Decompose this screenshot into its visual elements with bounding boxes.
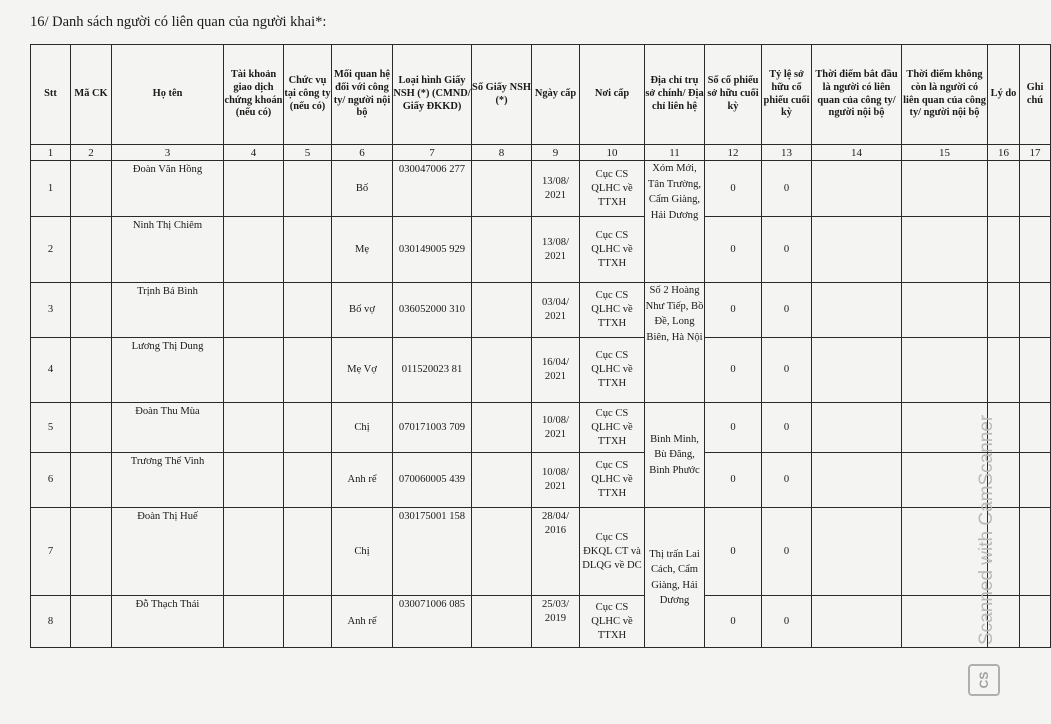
header-khong-con: Thời điểm không còn là người có liên quan của công ty/ người nội bộ [902,45,988,145]
header-dia-chi: Địa chỉ trụ sở chính/ Địa chỉ liên hệ [645,45,705,145]
cell-issue-place: Cục CS QLHC về TTXH [580,217,645,283]
header-moi-quan-he: Mối quan hệ đối với công ty/ người nội bộ [332,45,393,145]
cell-id-type [472,453,532,508]
header-ty-le: Tỷ lệ sở hữu cổ phiếu cuối kỳ [762,45,812,145]
header-chuc-vu: Chức vụ tại công ty (nếu có) [284,45,332,145]
cell-end [902,217,988,283]
cell-note [1020,596,1051,648]
header-ngay-cap: Ngày cấp [532,45,580,145]
cell-ma-ck [71,217,112,283]
cell-address: Xóm Mới, Tân Trường, Cẩm Giàng, Hải Dương [645,161,705,283]
camscanner-logo-icon: CS [968,664,1000,696]
cell-id-number: 030047006 277 [393,161,472,217]
cell-ma-ck [71,508,112,596]
cell-start [812,283,902,338]
cell-id-number: 030149005 929 [393,217,472,283]
cell-stt: 4 [31,338,71,403]
cell-name: Đoàn Văn Hồng [112,161,224,217]
cell-issue-date: 10/08/ 2021 [532,453,580,508]
cell-id-type [472,283,532,338]
col-number: 4 [224,145,284,161]
cell-id-type [472,338,532,403]
camscanner-watermark [976,345,996,645]
cell-relation: Anh rể [332,596,393,648]
cell-stt: 1 [31,161,71,217]
column-number-row [31,145,1051,161]
cell-shares: 0 [705,338,762,403]
cell-note [1020,161,1051,217]
cell-issue-place: Cục CS QLHC về TTXH [580,161,645,217]
cell-stt: 5 [31,403,71,453]
cell-start [812,161,902,217]
cell-shares: 0 [705,217,762,283]
col-number: 10 [580,145,645,161]
col-number: 13 [762,145,812,161]
header-ho-ten: Họ tên [112,45,224,145]
cell-position [284,403,332,453]
cell-reason [988,283,1020,338]
cell-shares: 0 [705,596,762,648]
section-title: 16/ Danh sách người có liên quan của người khai*: [30,14,327,30]
cell-address: Bình Minh, Bù Đăng, Bình Phước [645,403,705,508]
cell-start [812,403,902,453]
cell-issue-place: Cục CS QLHC về TTXH [580,283,645,338]
cell-name: Đỗ Thạch Thái [112,596,224,648]
cell-position [284,217,332,283]
col-number: 14 [812,145,902,161]
cell-ma-ck [71,161,112,217]
cell-start [812,338,902,403]
cell-account [224,283,284,338]
cell-note [1020,403,1051,453]
cell-position [284,338,332,403]
watermark-text: Scanned with CamScanner [976,414,997,645]
cell-stt: 3 [31,283,71,338]
cell-position [284,161,332,217]
col-number: 11 [645,145,705,161]
header-bat-dau: Thời điểm bắt đầu là người có liên quan của công ty/ người nội bộ [812,45,902,145]
col-number: 17 [1020,145,1051,161]
cell-stt: 7 [31,508,71,596]
cell-account [224,508,284,596]
cell-stt: 2 [31,217,71,283]
col-number: 15 [902,145,988,161]
cell-position [284,596,332,648]
cell-name: Đoàn Thị Huế [112,508,224,596]
table-row [31,283,1051,338]
col-number: 9 [532,145,580,161]
header-ly-do: Lý do [988,45,1020,145]
col-number: 3 [112,145,224,161]
cell-shares: 0 [705,453,762,508]
cell-relation: Bố [332,161,393,217]
cell-id-type [472,161,532,217]
cell-ratio: 0 [762,161,812,217]
header-tai-khoan: Tài khoản giao dịch chứng khoán (nếu có) [224,45,284,145]
cell-id-number: 070060005 439 [393,453,472,508]
col-number: 5 [284,145,332,161]
cell-id-type [472,403,532,453]
cell-stt: 8 [31,596,71,648]
cell-account [224,338,284,403]
cell-address: Thị trấn Lai Cách, Cẩm Giàng, Hải Dương [645,508,705,648]
table-row [31,217,1051,283]
cell-ma-ck [71,338,112,403]
col-number: 7 [393,145,472,161]
cell-id-number: 070171003 709 [393,403,472,453]
cell-id-number: 030071006 085 [393,596,472,648]
cell-ma-ck [71,453,112,508]
col-number: 1 [31,145,71,161]
header-ma-ck: Mã CK [71,45,112,145]
cell-address: Số 2 Hoàng Như Tiếp, Bồ Đề, Long Biên, Hà Nội [645,283,705,403]
cell-account [224,403,284,453]
cell-relation: Chị [332,508,393,596]
cell-start [812,596,902,648]
cell-issue-place: Cục CS QLHC về TTXH [580,596,645,648]
cell-relation: Bố vợ [332,283,393,338]
cell-note [1020,508,1051,596]
cell-shares: 0 [705,508,762,596]
cell-relation: Anh rể [332,453,393,508]
cell-ma-ck [71,283,112,338]
cell-issue-place: Cục CS ĐKQL CT và DLQG về DC [580,508,645,596]
cell-end [902,338,988,403]
cell-ratio: 0 [762,283,812,338]
cell-shares: 0 [705,161,762,217]
related-persons-table [30,44,1051,648]
cell-name: Đoàn Thu Mùa [112,403,224,453]
cell-note [1020,217,1051,283]
cell-account [224,453,284,508]
cell-issue-place: Cục CS QLHC về TTXH [580,453,645,508]
cell-issue-date: 13/08/ 2021 [532,161,580,217]
cell-id-number: 036052000 310 [393,283,472,338]
col-number: 2 [71,145,112,161]
header-ghi-chu: Ghi chú [1020,45,1051,145]
cell-end [902,453,988,508]
cell-account [224,217,284,283]
cell-position [284,453,332,508]
table-row [31,508,1051,596]
cell-start [812,453,902,508]
cell-end [902,508,988,596]
cell-end [902,596,988,648]
cell-reason [988,161,1020,217]
cell-start [812,217,902,283]
table-row [31,403,1051,453]
table-row [31,453,1051,508]
cell-account [224,161,284,217]
col-number: 12 [705,145,762,161]
cell-name: Trịnh Bá Bình [112,283,224,338]
header-loai-hinh: Loại hình Giấy NSH (*) (CMND/ Giấy ĐKKD) [393,45,472,145]
cell-id-type [472,217,532,283]
col-number: 8 [472,145,532,161]
cell-position [284,283,332,338]
cell-note [1020,338,1051,403]
cell-ma-ck [71,596,112,648]
cell-issue-date: 16/04/ 2021 [532,338,580,403]
cell-ratio: 0 [762,596,812,648]
cell-account [224,596,284,648]
cell-issue-date: 25/03/ 2019 [532,596,580,648]
header-noi-cap: Nơi cấp [580,45,645,145]
cell-issue-place: Cục CS QLHC về TTXH [580,338,645,403]
cell-note [1020,453,1051,508]
header-stt: Stt [31,45,71,145]
cell-id-number: 011520023 81 [393,338,472,403]
cell-issue-date: 28/04/ 2016 [532,508,580,596]
cell-note [1020,283,1051,338]
cell-position [284,508,332,596]
cell-stt: 6 [31,453,71,508]
col-number: 16 [988,145,1020,161]
cell-shares: 0 [705,403,762,453]
col-number: 6 [332,145,393,161]
cell-relation: Mẹ [332,217,393,283]
cell-issue-date: 03/04/ 2021 [532,283,580,338]
cell-end [902,403,988,453]
table-row [31,596,1051,648]
cell-id-type [472,596,532,648]
cell-relation: Chị [332,403,393,453]
cell-ratio: 0 [762,338,812,403]
cell-issue-place: Cục CS QLHC về TTXH [580,403,645,453]
cell-issue-date: 13/08/ 2021 [532,217,580,283]
cell-name: Ninh Thị Chiêm [112,217,224,283]
table-row [31,338,1051,403]
cell-ratio: 0 [762,453,812,508]
cell-ratio: 0 [762,508,812,596]
cell-id-type [472,508,532,596]
cell-issue-date: 10/08/ 2021 [532,403,580,453]
cell-shares: 0 [705,283,762,338]
cell-ratio: 0 [762,217,812,283]
header-so-co-phieu: Số cổ phiếu sở hữu cuối kỳ [705,45,762,145]
cell-ratio: 0 [762,403,812,453]
cell-id-number: 030175001 158 [393,508,472,596]
header-so-giay: Số Giấy NSH (*) [472,45,532,145]
cell-end [902,283,988,338]
cell-start [812,508,902,596]
cell-end [902,161,988,217]
table-row [31,161,1051,217]
cell-relation: Mẹ Vợ [332,338,393,403]
cell-reason [988,217,1020,283]
cell-name: Trương Thế Vinh [112,453,224,508]
cell-ma-ck [71,403,112,453]
header-row [31,45,1051,145]
cell-name: Lương Thị Dung [112,338,224,403]
